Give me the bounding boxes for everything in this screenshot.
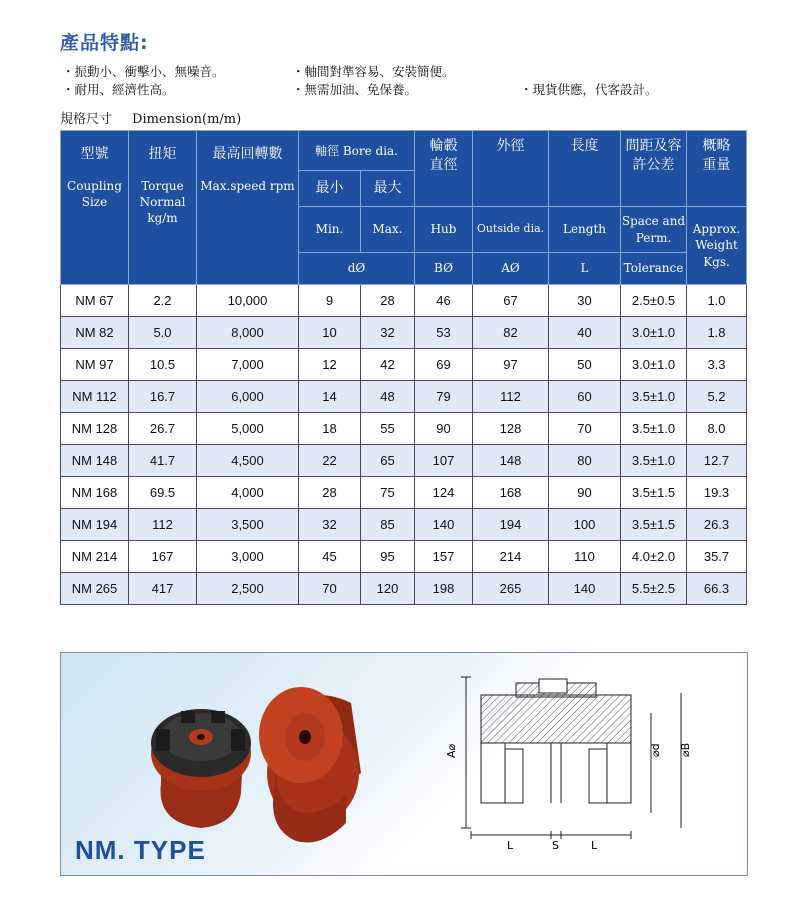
col-header-weight-zh: 概略重量: [687, 131, 747, 207]
table-row: [61, 381, 747, 413]
cell-torque: 16.7: [129, 381, 197, 413]
cell-model: NM 265: [61, 573, 129, 605]
table-row: [61, 349, 747, 381]
cell-length: 80: [549, 445, 621, 477]
dim-label-d: ⌀d: [649, 743, 662, 757]
cell-model: NM 148: [61, 445, 129, 477]
spec-label: 規格尺寸: [60, 112, 113, 127]
col-header-space-zh: 間距及容許公差: [621, 131, 687, 207]
col-header-bore-max-en: Max.: [361, 207, 415, 253]
col-header-length-en: Length: [549, 207, 621, 253]
cell-weight: 3.3: [687, 349, 747, 381]
cell-space-tolerance: 3.0±1.0: [621, 317, 687, 349]
cell-bore-max: 95: [361, 541, 415, 573]
cell-torque: 10.5: [129, 349, 197, 381]
cell-model: NM 97: [61, 349, 129, 381]
cell-speed: 5,000: [197, 413, 299, 445]
cell-bore-min: 28: [299, 477, 361, 509]
cell-length: 30: [549, 285, 621, 317]
cell-hub: 79: [415, 381, 473, 413]
cell-speed: 8,000: [197, 317, 299, 349]
feature-item: ・無需加油、免保養。: [292, 82, 418, 97]
cell-torque: 5.0: [129, 317, 197, 349]
cell-hub: 198: [415, 573, 473, 605]
coupling-hub-left: [151, 709, 251, 828]
cell-bore-min: 10: [299, 317, 361, 349]
cell-speed: 4,000: [197, 477, 299, 509]
cell-weight: 8.0: [687, 413, 747, 445]
cell-model: NM 128: [61, 413, 129, 445]
cell-length: 70: [549, 413, 621, 445]
cell-torque: 26.7: [129, 413, 197, 445]
cell-bore-max: 75: [361, 477, 415, 509]
spec-heading: [60, 108, 241, 127]
cell-weight: 5.2: [687, 381, 747, 413]
cell-length: 50: [549, 349, 621, 381]
cell-outside-dia: 214: [473, 541, 549, 573]
cell-bore-max: 32: [361, 317, 415, 349]
cell-space-tolerance: 3.5±1.0: [621, 445, 687, 477]
cell-space-tolerance: 3.5±1.5: [621, 509, 687, 541]
col-header-model: 型號 Coupling Size: [61, 131, 129, 285]
cell-bore-max: 28: [361, 285, 415, 317]
cell-torque: 417: [129, 573, 197, 605]
table-row: [61, 285, 747, 317]
col-header-bore-sym: dØ: [299, 253, 415, 285]
cell-hub: 157: [415, 541, 473, 573]
cell-bore-max: 65: [361, 445, 415, 477]
feature-item: ・軸間對準容易、安裝簡便。: [292, 64, 455, 79]
cell-hub: 69: [415, 349, 473, 381]
cell-speed: 6,000: [197, 381, 299, 413]
cell-space-tolerance: 4.0±2.0: [621, 541, 687, 573]
cell-speed: 3,500: [197, 509, 299, 541]
cell-torque: 41.7: [129, 445, 197, 477]
cell-torque: 112: [129, 509, 197, 541]
cell-space-tolerance: 3.5±1.0: [621, 413, 687, 445]
cell-speed: 10,000: [197, 285, 299, 317]
col-header-bore: 軸徑 Bore dia.: [299, 131, 415, 171]
coupling-hub-right: [259, 687, 361, 843]
dim-label-l-right: L: [591, 839, 598, 852]
page-title: 產品特點:: [60, 32, 149, 54]
cell-bore-min: 9: [299, 285, 361, 317]
cell-length: 140: [549, 573, 621, 605]
cell-space-tolerance: 5.5±2.5: [621, 573, 687, 605]
table-row: [61, 317, 747, 349]
cell-space-tolerance: 3.5±1.5: [621, 477, 687, 509]
col-header-bore-max-zh: 最大: [361, 171, 415, 207]
cell-bore-min: 12: [299, 349, 361, 381]
cell-outside-dia: 128: [473, 413, 549, 445]
dim-label-l-left: L: [507, 839, 514, 852]
col-header-hub-sym: BØ: [415, 253, 473, 285]
feature-item: ・現貨供應，代客設計。: [520, 82, 658, 97]
cell-outside-dia: 112: [473, 381, 549, 413]
type-label: NM. TYPE: [75, 835, 206, 865]
cell-hub: 124: [415, 477, 473, 509]
table-row: [61, 509, 747, 541]
dim-label-s: S: [552, 839, 559, 852]
col-header-hub-zh: 輪轂直徑: [415, 131, 473, 207]
col-header-hub-en: Hub: [415, 207, 473, 253]
table-row: [61, 413, 747, 445]
cell-bore-min: 22: [299, 445, 361, 477]
table-row: [61, 573, 747, 605]
cell-torque: 167: [129, 541, 197, 573]
cell-length: 60: [549, 381, 621, 413]
cell-bore-min: 18: [299, 413, 361, 445]
col-header-weight-en: Approx. Weight Kgs.: [687, 207, 747, 285]
cell-space-tolerance: 3.5±1.0: [621, 381, 687, 413]
table-row: [61, 541, 747, 573]
cell-weight: 12.7: [687, 445, 747, 477]
cell-weight: 26.3: [687, 509, 747, 541]
cell-outside-dia: 148: [473, 445, 549, 477]
cell-weight: 1.8: [687, 317, 747, 349]
cell-bore-max: 120: [361, 573, 415, 605]
cell-model: NM 112: [61, 381, 129, 413]
col-header-od-sym: AØ: [473, 253, 549, 285]
feature-item: ・振動小、衝擊小、無噪音。: [62, 64, 225, 79]
cell-length: 110: [549, 541, 621, 573]
col-header-od-zh: 外徑: [473, 131, 549, 207]
cell-torque: 2.2: [129, 285, 197, 317]
cell-bore-min: 32: [299, 509, 361, 541]
cell-torque: 69.5: [129, 477, 197, 509]
cell-space-tolerance: 2.5±0.5: [621, 285, 687, 317]
cell-weight: 66.3: [687, 573, 747, 605]
col-header-bore-min-en: Min.: [299, 207, 361, 253]
cell-model: NM 194: [61, 509, 129, 541]
cell-bore-max: 85: [361, 509, 415, 541]
cell-weight: 19.3: [687, 477, 747, 509]
cell-outside-dia: 265: [473, 573, 549, 605]
cell-outside-dia: 168: [473, 477, 549, 509]
cell-hub: 46: [415, 285, 473, 317]
cell-hub: 90: [415, 413, 473, 445]
cell-bore-min: 14: [299, 381, 361, 413]
cell-speed: 2,500: [197, 573, 299, 605]
dim-label-a: A⌀: [445, 743, 458, 758]
cell-model: NM 168: [61, 477, 129, 509]
cell-model: NM 82: [61, 317, 129, 349]
col-header-space-sym: Tolerance: [621, 253, 687, 285]
col-header-bore-min-zh: 最小: [299, 171, 361, 207]
col-header-length-sym: L: [549, 253, 621, 285]
product-panel: [60, 652, 748, 876]
cell-bore-max: 48: [361, 381, 415, 413]
cell-outside-dia: 67: [473, 285, 549, 317]
cell-hub: 107: [415, 445, 473, 477]
table-row: [61, 477, 747, 509]
cell-speed: 3,000: [197, 541, 299, 573]
cell-outside-dia: 97: [473, 349, 549, 381]
cell-outside-dia: 82: [473, 317, 549, 349]
spec-unit: Dimension(m/m): [132, 112, 242, 127]
cell-model: NM 214: [61, 541, 129, 573]
cell-bore-max: 55: [361, 413, 415, 445]
cell-bore-min: 70: [299, 573, 361, 605]
cell-outside-dia: 194: [473, 509, 549, 541]
cell-weight: 35.7: [687, 541, 747, 573]
spec-table: [60, 130, 747, 605]
cell-space-tolerance: 3.0±1.0: [621, 349, 687, 381]
col-header-space-en: Space and Perm.: [621, 207, 687, 253]
cell-length: 40: [549, 317, 621, 349]
cell-length: 100: [549, 509, 621, 541]
col-header-length-zh: 長度: [549, 131, 621, 207]
cell-length: 90: [549, 477, 621, 509]
cell-weight: 1.0: [687, 285, 747, 317]
feature-item: ・耐用、經濟性高。: [62, 82, 175, 97]
cell-hub: 53: [415, 317, 473, 349]
table-row: [61, 445, 747, 477]
cell-speed: 7,000: [197, 349, 299, 381]
col-header-speed: 最高回轉數 Max.speed rpm: [197, 131, 299, 285]
cell-speed: 4,500: [197, 445, 299, 477]
cell-model: NM 67: [61, 285, 129, 317]
cell-bore-min: 45: [299, 541, 361, 573]
dim-label-b: ⌀B: [679, 742, 692, 757]
cell-hub: 140: [415, 509, 473, 541]
cell-bore-max: 42: [361, 349, 415, 381]
technical-drawing: [461, 677, 681, 839]
col-header-od-en: Outside dia.: [473, 207, 549, 253]
col-header-torque: 扭矩 Torque Normal kg/m: [129, 131, 197, 285]
